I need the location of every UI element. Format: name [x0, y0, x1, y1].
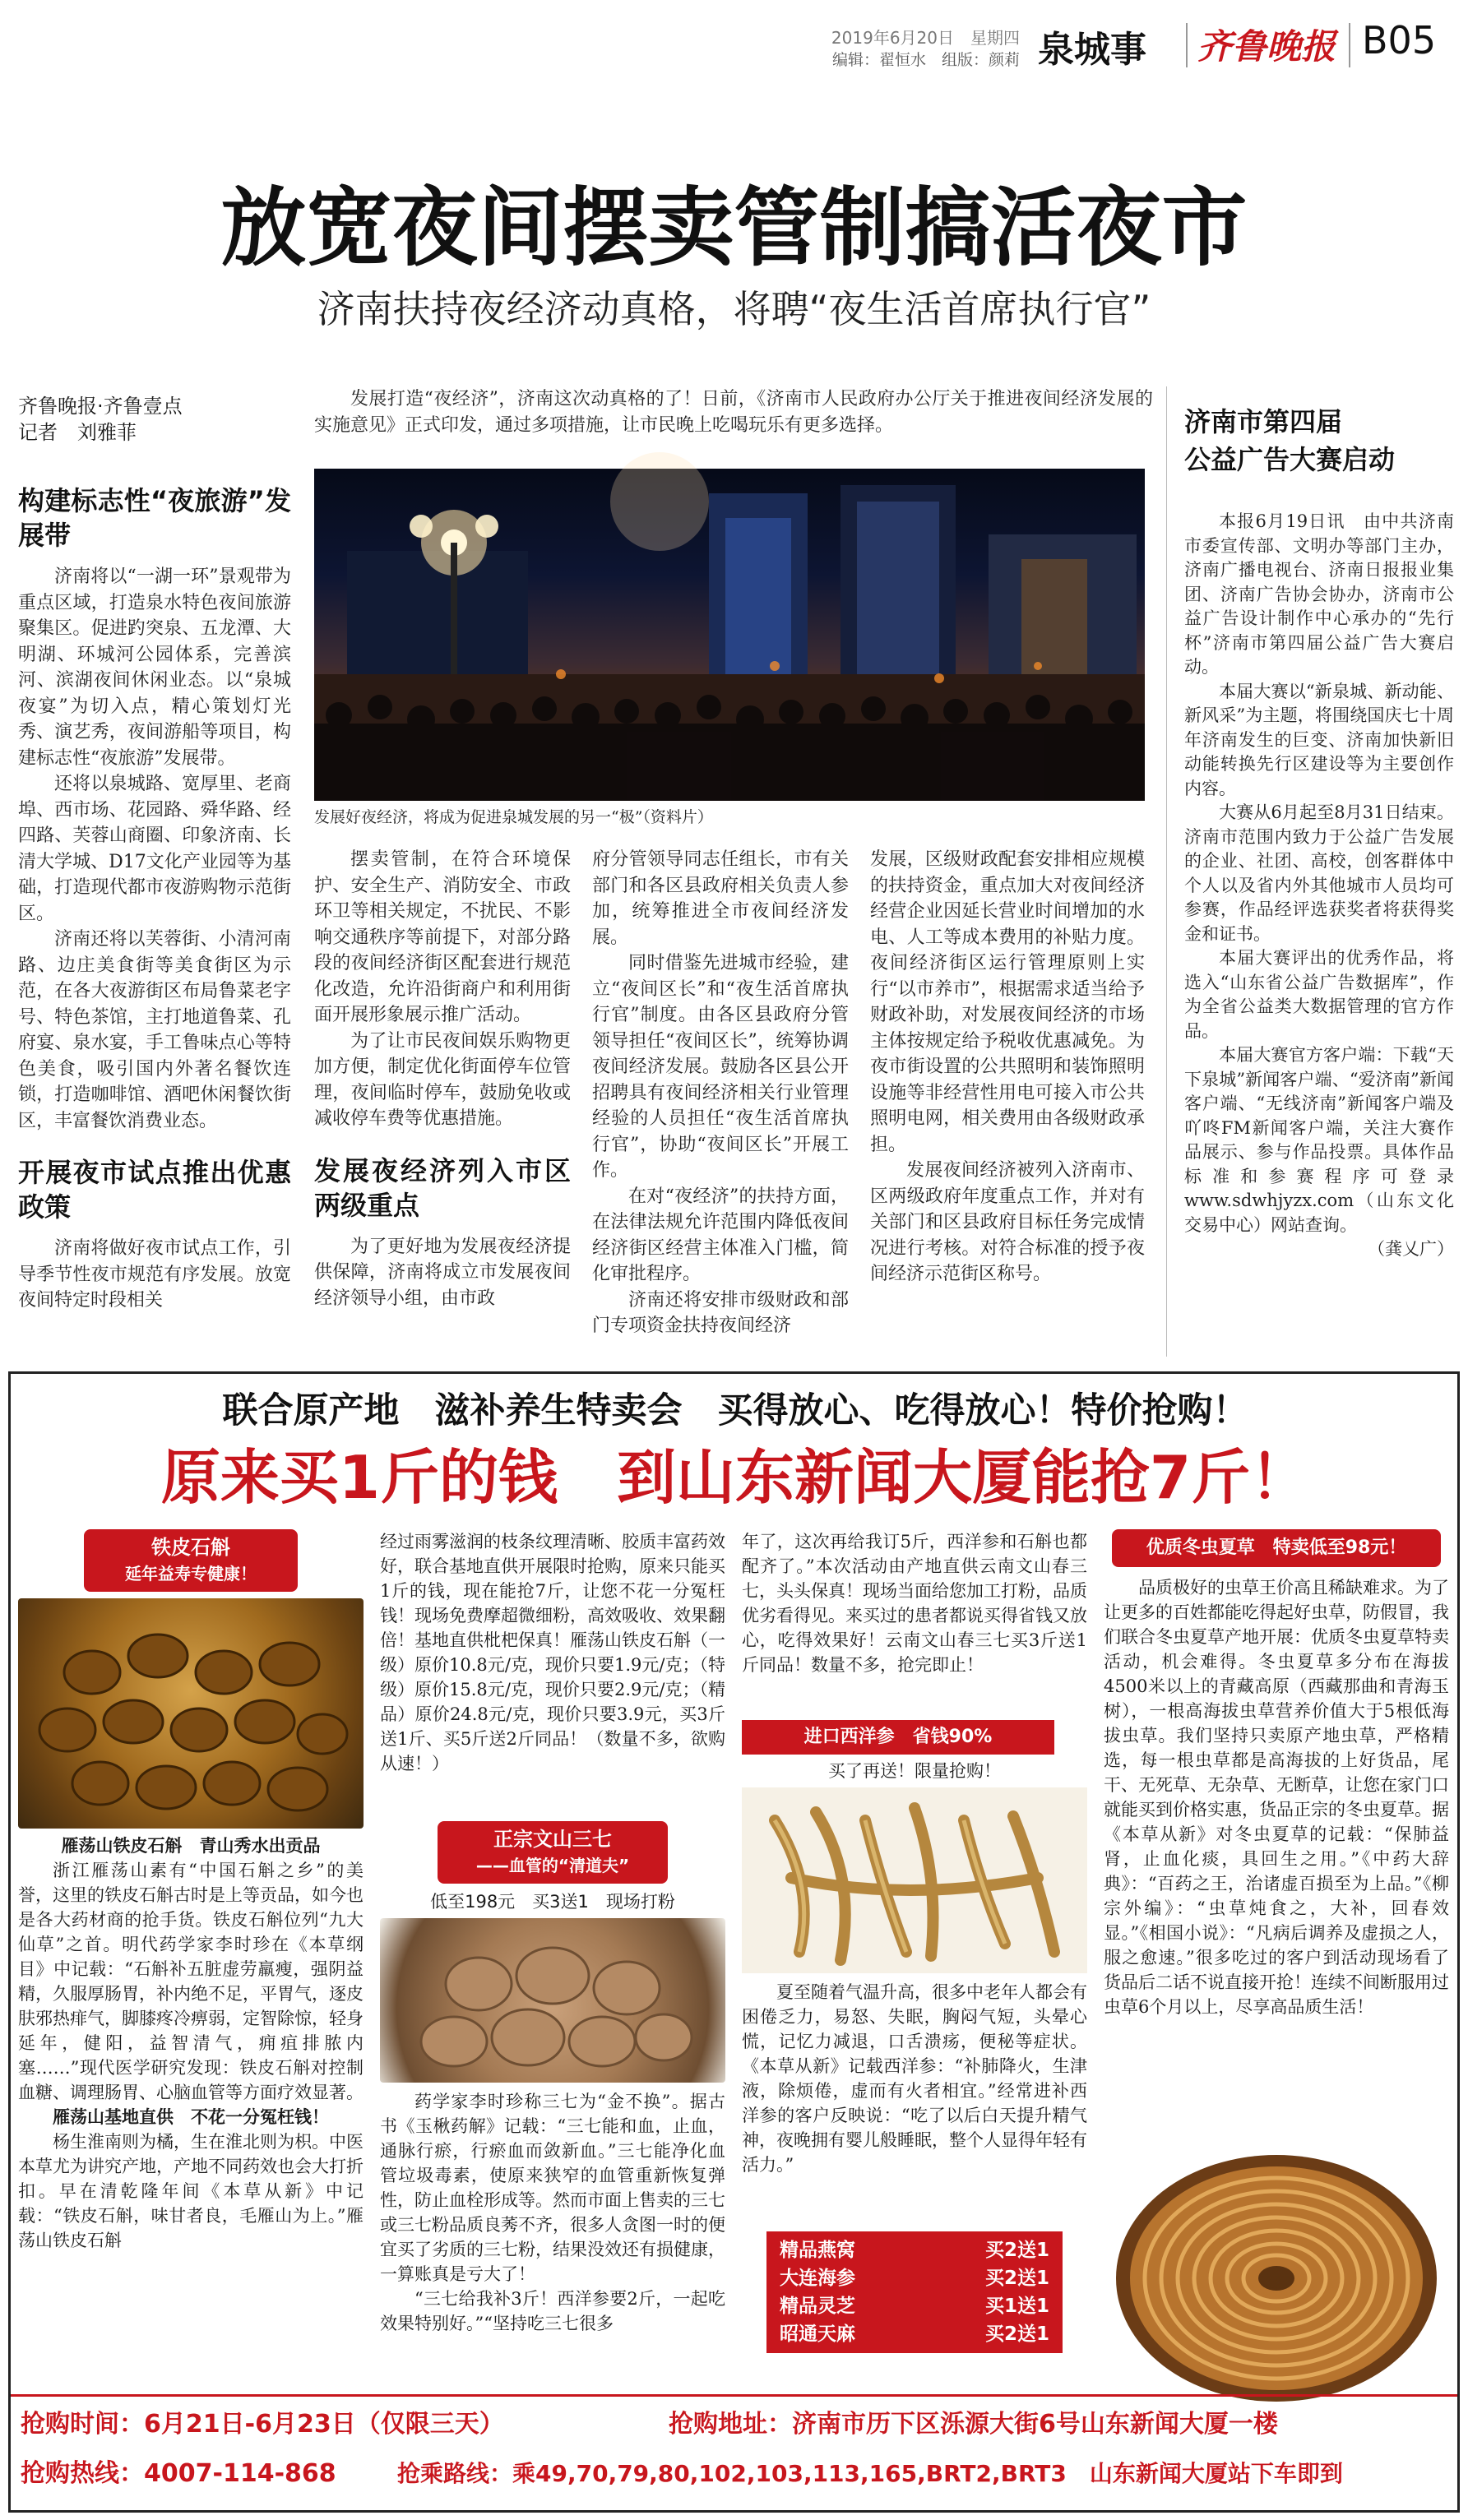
crowd-scene-illustration	[314, 469, 1145, 801]
byline	[18, 393, 183, 446]
product-offer: 买2送1	[984, 2323, 1049, 2345]
ginseng-ribbon: 进口西洋参 省钱90%	[742, 1720, 1054, 1755]
side-paragraph-2: 本届大赛以“新泉城、新动能、新风采”为主题，将围绕国庆七十周年济南发生的巨变、济南加快新旧动能转换先行区建设等为主要创作内容。	[1184, 681, 1454, 798]
side-article-divider	[1166, 386, 1167, 1357]
subhead-two-level-priority: 发展夜经济列入市区两级重点	[314, 1154, 571, 1221]
ginseng-subtitle: 买了再送！限量抢购！	[828, 1761, 1001, 1781]
c3-paragraph-3: 在对“夜经济”的扶持方面，在法律法规允许范围内降低夜间经济街区经营主体准入门槛，简化审批程序。	[592, 1186, 849, 1284]
notoginseng-paragraph-3: 年了，这次再给我订5斤，西洋参和石斛也都配齐了。”本次活动由产地直供云南文山春三七，头头保真！现场当面给您加工打粉，品质优劣看得见。来买过的患者都说买得省钱又放心，吃得效果好！云南文山春三七买3斤送1斤同品！数量不多，抢完即止！	[742, 1532, 1087, 1675]
section-name: 泉城事	[1038, 29, 1146, 71]
side-article	[1184, 403, 1454, 1259]
page-number: B05	[1362, 18, 1437, 62]
side-article-body	[1184, 510, 1454, 1259]
product-offer: 买2送1	[984, 2240, 1049, 2261]
notoginseng-paragraph-1: 药学家李时珍称三七为“金不换”。据古书《玉楸药解》记载：“三七能和血，止血，通脉行瘀，行瘀血而敛新血。”三七能净化血管垃圾毒素，使原来狭窄的血管重新恢复弹性，防止血栓形成等。然而市面上售卖的三七或三七粉品质良莠不齐，很多人贪图一时的便宜买了劣质的三七粉，结果没效还有损健康，一算账真是亏大了！	[380, 2092, 725, 2284]
c3-paragraph-1: 府分管领导同志任组长，市有关部门和各区县政府相关负责人参加，统筹推进全市夜间经济发展。	[592, 849, 849, 948]
notoginseng-paragraph-2: “三七给我补3斤！西洋参要2斤，一起吃效果特别好。”“坚持吃三七很多	[380, 2289, 725, 2333]
dendrobium-ribbon-slogan: 延年益寿专健康！	[125, 1564, 257, 1584]
footer-route: 抢乘路线：乘49,70,79,80,102,103,113,165,BRT2,BRT3 山东新闻大厦站下车即到	[397, 2460, 1343, 2487]
subhead-night-market-pilot: 开展夜市试点推出优惠政策	[18, 1157, 291, 1223]
issue-date: 2019年6月20日 星期四	[831, 28, 1020, 48]
ginseng-paragraph: 夏至随着气温升高，很多中老年人都会有困倦乏力，易怒、失眠，胸闷气短，头晕心慌，记忆力减退，口舌溃疡，便秘等症状。《本草从新》记载西洋参：“补肺降火，生津液，除烦倦，虚而有火者相宜。”经常进补西洋参的客户反映说：“吃了以后白天提升精气神，夜晚拥有婴儿般睡眠，整个人显得年轻有活力。”	[742, 1982, 1087, 2175]
product-offer-row	[766, 2320, 1063, 2348]
dendrobium-continued	[380, 1529, 725, 1813]
c1-paragraph-2: 还将以泉城路、宽厚里、老商埠、西市场、花园路、舜华路、经四路、芙蓉山商圈、印象济南、长清大学城、D17文化产业园等为基础，打造现代都市夜游购物示范街区。	[18, 774, 291, 924]
dendrobium-ribbon	[84, 1529, 298, 1592]
ad-panel-ginseng	[742, 1529, 1087, 2388]
ginseng-photo	[742, 1787, 1087, 1973]
footer-address: 抢购地址：济南市历下区泺源大街6号山东新闻大厦一楼	[669, 2410, 1278, 2439]
c1-paragraph-3: 济南还将以芙蓉街、小清河南路、边庄美食街等美食街区为示范，在各大夜游街区布局鲁菜老字号、特色茶馆，主打地道鲁菜、孔府宴、泉水宴，手工鲁味点心等特色美食，吸引国内外著名餐饮连锁，打造咖啡馆、酒吧休闲餐饮街区，丰富餐饮消费业态。	[18, 929, 291, 1131]
dendrobium-caption: 雁荡山铁皮石斛 青山秀水出贡品	[61, 1836, 321, 1856]
side-paragraph-1: 本报6月19日讯 由中共济南市委宣传部、文明办等部门主办，济南广播电视台、济南日报报业集团、济南广告协会协办，济南市公益广告设计制作中心承办的“先行杯”济南市第四届公益广告大赛启动。	[1184, 511, 1454, 677]
notoginseng-photo	[380, 1918, 725, 2083]
footer-hotline: 抢购热线：4007-114-868	[21, 2459, 336, 2488]
product-offer-row	[766, 2264, 1063, 2292]
footer-time: 抢购时间：6月21日-6月23日（仅限三天）	[21, 2410, 504, 2439]
side-author: （龚乂广）	[1368, 1239, 1454, 1259]
article-column-4	[870, 847, 1145, 1357]
notoginseng-illustration	[380, 1918, 725, 2083]
ad-headline-2: 原来买1斤的钱 到山东新闻大厦能抢7斤！	[160, 1443, 1310, 1512]
c2-paragraph-1: 摆卖管制，在符合环境保护、安全生产、消防安全、市政环卫等相关规定，不扰民、不影响交通秩序等前提下，对部分路段的夜间经济街区配套进行规范化改造，允许沿街商户和利用街面开展形象展示推广活动。	[314, 849, 571, 1025]
notoginseng-ribbon-slogan: ——血管的“清道夫”	[475, 1856, 630, 1875]
photo-caption: 发展好夜经济，将成为促进泉城发展的另一“极”（资料片）	[314, 808, 713, 826]
ad-footer	[11, 2394, 1457, 2509]
dendrobium-paragraph-1: 浙江雁荡山素有“中国石斛之乡”的美誉，这里的铁皮石斛古时是上等贡品，如今也是各大药材商的抢手货。铁皮石斛位列“九大仙草”之首。明代药学家李时珍在《本草纲目》中记载：“石斛补五脏虚劳羸瘦，强阴益精，久服厚肠胃，补内绝不足，平胃气，逐皮肤邪热痱气，脚膝疼冷痹弱，定智除惊，轻身延年，健阳，益智清气，痈疽排脓内塞……”现代医学研究发现：铁皮石斛对控制血糖、调理肠胃、心脑血管等方面疗效显著。	[18, 1861, 364, 2102]
byline-source: 齐鲁晚报·齐鲁壹点	[18, 395, 183, 418]
product-offer-list	[766, 2231, 1063, 2353]
dendrobium-illustration	[18, 1598, 364, 1829]
dendrobium-paragraph-2: 杨生淮南则为橘，生在淮北则为枳。中医本草尤为讲究产地，产地不同药效也会大打折扣。早在清乾隆年间《本草从新》中记载：“铁皮石斛，味甘者良，毛雁山为上。”雁荡山铁皮石斛	[18, 2132, 364, 2250]
c4-paragraph-1: 发展，区级财政配套安排相应规模的扶持资金，重点加大对夜间经济经营企业因延长营业时间增加的水电、人工等成本费用的补贴力度。夜间经济街区运行管理原则上实行“以市养市”，根据需求适当给予财政补助，对发展夜间经济的市场主体按规定给予税收优惠减免。为夜市街设置的公共照明和装饰照明设施等非经营性用电可接入市公共照明电网，相关费用由各级财政承担。	[870, 849, 1145, 1155]
notoginseng-ribbon-title: 正宗文山三七	[493, 1828, 612, 1851]
article-column-2	[314, 847, 571, 1357]
product-offer: 买2送1	[984, 2268, 1049, 2289]
side-paragraph-4: 本届大赛评出的优秀作品，将选入“山东省公益广告数据库”，作为全省公益类大数据管理的官方作品。	[1184, 948, 1454, 1041]
notoginseng-continued	[742, 1529, 1087, 1712]
cordyceps-paragraph: 品质极好的虫草王价高且稀缺难求。为了让更多的百姓都能吃得起好虫草，防假冒，我们联合冬虫夏草产地开展：优质冬虫夏草特卖活动，机会难得。冬虫夏草多分布在海拔4500米以上的青藏高原（西藏那曲和青海玉树），一根高海拔虫草营养价值大于5根低海拔虫草。我们坚持只卖原产地虫草，严格精选，每一根虫草都是高海拔的上好货品，尾干、无死草、无杂草、无断草，让您在家门口就能买到价格实惠，货品正宗的冬虫夏草。据《本草从新》对冬虫夏草的记载：“保肺益肾，止血化痰，具回生之用。”《中药大辞典》：“百药之王，治诸虚百损至为上品。”《柳宗外编》：“虫草炖食之，大补，回春效显。”《相国小说》：“凡病后调养及虚损之人，服之愈速。”很多吃过的客户到活动现场看了货品后二话不说直接开抢！连续不间断服用过虫草6个月以上，尽享高品质生活！	[1104, 1578, 1449, 2017]
article-column-3	[592, 847, 849, 1357]
article-column-1	[18, 483, 291, 1355]
notoginseng-promo: 低至198元 买3送1 现场打粉	[430, 1892, 675, 1912]
c2-paragraph-3: 为了更好地为发展夜经济提供保障，济南将成立市发展夜间经济领导小组，由市政	[314, 1236, 571, 1309]
side-article-title	[1184, 403, 1454, 479]
product-name: 精品灵芝	[780, 2296, 855, 2317]
cordyceps-text	[1104, 1575, 1449, 2114]
notoginseng-ribbon	[438, 1821, 668, 1884]
ginseng-illustration	[742, 1787, 1087, 1973]
product-name: 昭通天麻	[780, 2323, 855, 2345]
product-offer-row	[766, 2292, 1063, 2320]
notoginseng-text	[380, 2089, 725, 2395]
ad-headline-1: 联合原产地 滋补养生特卖会 买得放心、吃得放心！特价抢购！	[222, 1390, 1248, 1431]
lead-paragraph: 发展打造“夜经济”，济南这次动真格的了！日前，《济南市人民政府办公厅关于推进夜间经济发展的实施意见》正式印发，通过多项措施，让市民晚上吃喝玩乐有更多选择。	[314, 389, 1153, 436]
headline-subtitle: 济南扶持夜经济动真格，将聘“夜生活首席执行官”	[317, 287, 1151, 331]
byline-reporter: 记者 刘雅菲	[18, 421, 137, 444]
dendrobium-paragraph-3: 经过雨雾滋润的枝条纹理清晰、胶质丰富药效好，联合基地直供开展限时抢购，原来只能买1斤的钱，现在能抢7斤，让您不花一分冤枉钱！现场免费摩超微细粉，高效吸收、效果翻倍！基地直供枇杷保真！雁荡山铁皮石斛（一级）原价10.8元/克，现价只要1.9元/克；（特级）原价15.8元/克，现价只要2.9元/克；（精品）原价24.8元/克，现价只要3.9元，买3斤送1斤、买5斤送2斤同品！（数量不多，欲购从速！）	[380, 1532, 725, 1773]
product-offer-row	[766, 2236, 1063, 2264]
article-lead	[314, 386, 1153, 438]
side-paragraph-5: 本届大赛官方客户端：下载“天下泉城”新闻客户端、“爱济南”新闻客户端、“无线济南”新闻客户端及吖咚FM新闻客户端，关注大赛作品展示、参与作品投票。具体作品标准和参赛程序可登录www.sdwhjyzx.com（山东文化交易中心）网站查询。	[1184, 1045, 1454, 1235]
c2-paragraph-2: 为了让市民夜间娱乐购物更加方便，制定优化街面停车位管理，夜间临时停车，鼓励免收或减收停车费等优惠措施。	[314, 1030, 571, 1129]
dendrobium-photo	[18, 1598, 364, 1829]
ad-panel-cordyceps	[1104, 1529, 1449, 2388]
ad-panel-dendrobium	[18, 1529, 364, 2388]
header-divider	[1186, 23, 1188, 67]
newspaper-logo: 齐鲁晚报	[1197, 26, 1336, 67]
header-divider-2	[1349, 23, 1350, 67]
cordyceps-photo	[1104, 2147, 1449, 2410]
c3-paragraph-4: 济南还将安排市级财政和部门专项资金扶持夜间经济	[592, 1289, 849, 1336]
product-name: 精品燕窝	[780, 2240, 855, 2261]
dendrobium-subheading: 雁荡山基地直供 不花一分冤枉钱！	[53, 2107, 329, 2127]
main-headline: 放宽夜间摆卖管制搞活夜市	[220, 178, 1248, 278]
c1-paragraph-4: 济南将做好夜市试点工作，引导季节性夜市规范有序发展。放宽夜间特定时段相关	[18, 1238, 291, 1311]
product-name: 大连海参	[780, 2268, 855, 2289]
c4-paragraph-2: 发展夜间经济被列入济南市、区两级政府年度重点工作，并对有关部门和区县政府目标任务完成情况进行考核。对符合标准的授予夜间经济示范街区称号。	[870, 1160, 1145, 1284]
side-paragraph-3: 大赛从6月起至8月31日结束。济南市范围内致力于公益广告发展的企业、社团、高校，创客群体中个人以及省内外其他城市人员均可参赛，作品经评选获奖者将获得奖金和证书。	[1184, 802, 1454, 944]
c3-paragraph-2: 同时借鉴先进城市经验，建立“夜间区长”和“夜生活首席执行官”制度。由各区县政府分管领导担任“夜间区长”，统筹协调夜间经济发展。鼓励各区县公开招聘具有夜间经济相关行业管理经验的人员担任“夜生活首席执行官”，协助“夜间区长”开展工作。	[592, 953, 849, 1181]
dendrobium-ribbon-title: 铁皮石斛	[151, 1536, 230, 1559]
side-title-line-1: 济南市第四届	[1184, 406, 1343, 437]
ginseng-text	[742, 1980, 1087, 2226]
editors-line: 编辑：翟恒水 组版：颜莉	[831, 51, 1020, 69]
c1-paragraph-1: 济南将以“一湖一环”景观带为重点区域，打造泉水特色夜间旅游聚集区。促进趵突泉、五龙潭、大明湖、环城河公园体系，完善滨河、滨湖夜间休闲业态。以“泉城夜宴”为切入点，精心策划灯光秀、演艺秀，夜间游船等项目，构建标志性“夜旅游”发展带。	[18, 566, 291, 769]
cordyceps-ribbon: 优质冬虫夏草 特卖低至98元！	[1112, 1529, 1441, 1567]
product-offer: 买1送1	[984, 2296, 1049, 2317]
dendrobium-text	[18, 1858, 364, 2389]
cordyceps-illustration	[1112, 2151, 1441, 2406]
page-header	[0, 0, 1468, 82]
side-title-line-2: 公益广告大赛启动	[1184, 444, 1396, 475]
ad-panel-notoginseng	[380, 1529, 725, 2388]
night-market-photo	[314, 469, 1145, 801]
subhead-night-tourism: 构建标志性“夜旅游”发展带	[18, 485, 291, 551]
